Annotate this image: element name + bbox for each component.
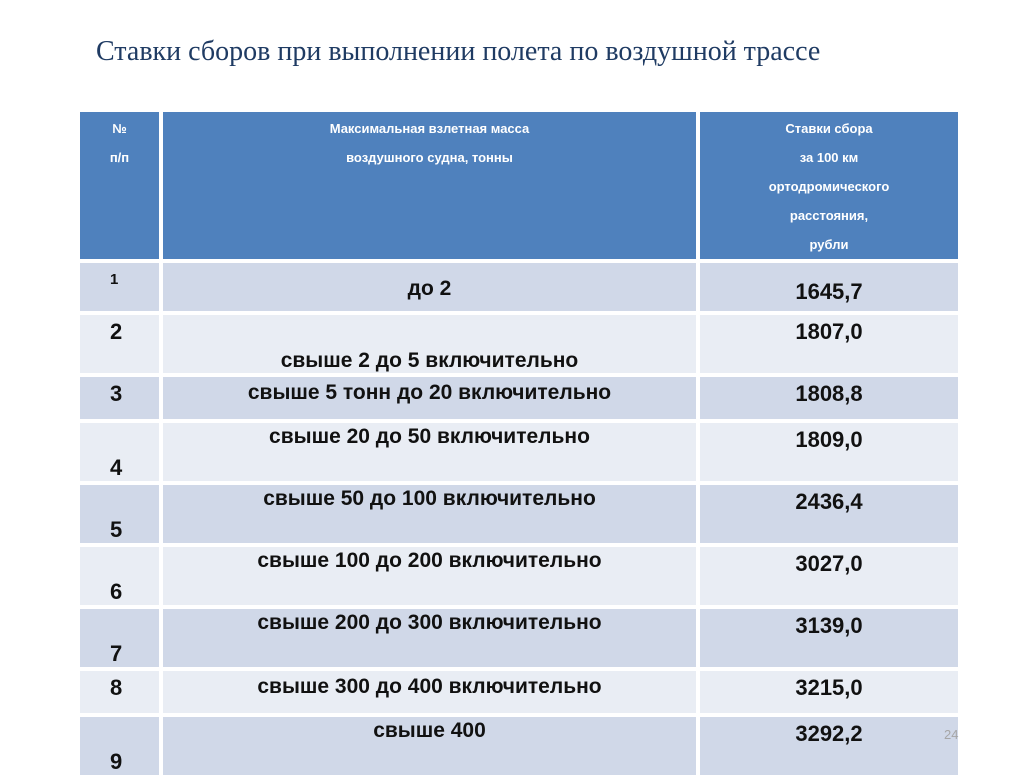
row-rate: 3139,0	[700, 609, 958, 667]
header-line: рубли	[809, 237, 849, 252]
row-rate: 1807,0	[700, 315, 958, 373]
row-number: 6	[80, 547, 159, 605]
row-mass: свыше 20 до 50 включительно	[163, 423, 696, 481]
row-mass: свыше 100 до 200 включительно	[163, 547, 696, 605]
header-line: №	[112, 121, 127, 136]
table-row	[80, 717, 958, 775]
header-line: ортодромического	[768, 179, 890, 194]
row-rate: 3027,0	[700, 547, 958, 605]
table-row	[80, 485, 958, 543]
row-rate: 2436,4	[700, 485, 958, 543]
table-header-row	[80, 112, 958, 259]
header-mass	[163, 112, 696, 259]
row-number: 8	[80, 671, 159, 713]
row-number: 1	[80, 263, 159, 311]
row-rate: 3292,2	[700, 717, 958, 775]
slide-title: Ставки сборов при выполнении полета по воздушной трассе	[96, 36, 821, 67]
row-rate: 1808,8	[700, 377, 958, 419]
row-number: 5	[80, 485, 159, 543]
row-number: 3	[80, 377, 159, 419]
table-row	[80, 263, 958, 311]
row-rate: 1809,0	[700, 423, 958, 481]
table-row	[80, 609, 958, 667]
header-number	[80, 112, 159, 259]
table-row	[80, 547, 958, 605]
row-rate: 1645,7	[700, 263, 958, 311]
row-number: 9	[80, 717, 159, 775]
header-line: воздушного судна, тонны	[346, 150, 513, 165]
row-mass: свыше 2 до 5 включительно	[163, 315, 696, 373]
table-row	[80, 377, 958, 419]
row-number: 7	[80, 609, 159, 667]
row-mass: свыше 5 тонн до 20 включительно	[163, 377, 696, 419]
header-line: расстояния,	[789, 208, 869, 223]
table-row	[80, 671, 958, 713]
row-rate: 3215,0	[700, 671, 958, 713]
header-line: за 100 км	[799, 150, 859, 165]
row-mass: свыше 300 до 400 включительно	[163, 671, 696, 713]
page-number: 24	[944, 727, 959, 742]
rates-table	[76, 108, 962, 779]
table-row	[80, 423, 958, 481]
header-rate	[700, 112, 958, 259]
header-line: Ставки сбора	[785, 121, 873, 136]
row-mass: свыше 400	[163, 717, 696, 775]
row-number: 4	[80, 423, 159, 481]
header-line: п/п	[109, 150, 130, 165]
row-number: 2	[80, 315, 159, 373]
row-mass: свыше 200 до 300 включительно	[163, 609, 696, 667]
row-mass: свыше 50 до 100 включительно	[163, 485, 696, 543]
header-line: Максимальная взлетная масса	[329, 121, 530, 136]
table-row	[80, 315, 958, 373]
row-mass: до 2	[163, 263, 696, 311]
